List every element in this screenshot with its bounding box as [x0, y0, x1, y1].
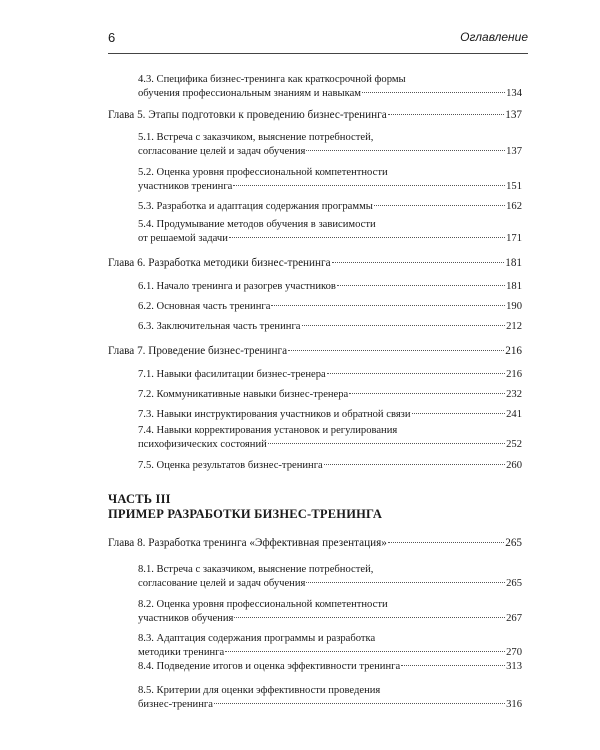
toc-page-number: 260 — [506, 460, 522, 471]
header-divider — [108, 53, 528, 54]
toc-entry-text: 7.2. Коммуникативные навыки бизнес-тренера — [138, 389, 349, 400]
toc-entry-text: 7.1. Навыки фасилитации бизнес-тренера — [138, 369, 326, 380]
running-title: Оглавление — [460, 30, 528, 44]
toc-section-entry — [138, 684, 522, 712]
toc-entry-text: 6.3. Заключительная часть тренинга — [138, 321, 301, 332]
toc-section-entry — [138, 73, 522, 101]
toc-entry-text: участников тренинга — [138, 181, 233, 192]
toc-entry-text: бизнес-тренинга — [138, 699, 213, 710]
toc-entry-text: Глава 8. Разработка тренинга «Эффективная презентация» — [108, 537, 387, 549]
dot-leader — [233, 185, 505, 186]
toc-section-entry — [138, 368, 522, 382]
toc-entry-text: 6.1. Начало тренинга и разогрев участников — [138, 281, 336, 292]
toc-entry-text: Глава 5. Этапы подготовки к проведению бизнес-тренинга — [108, 109, 387, 121]
toc-page-number: 267 — [506, 613, 522, 624]
toc-section-entry — [138, 131, 522, 159]
toc-page-number: 162 — [506, 201, 522, 212]
toc-entry-text: 5.4. Продумывание методов обучения в зависимости — [138, 219, 376, 230]
dot-leader — [306, 582, 505, 583]
toc-entry-text: методики тренинга — [138, 647, 225, 658]
dot-leader — [412, 413, 506, 414]
dot-leader — [214, 703, 505, 704]
dot-leader — [401, 665, 505, 666]
toc-section-entry — [138, 563, 522, 591]
toc-section-entry — [138, 424, 522, 452]
toc-entry-text: психофизических состояний — [138, 439, 267, 450]
toc-entry-text: Глава 6. Разработка методики бизнес-тренинга — [108, 257, 331, 269]
dot-leader — [288, 350, 504, 351]
dot-leader — [234, 617, 505, 618]
toc-page-number: 216 — [505, 345, 522, 357]
dot-leader — [324, 464, 505, 465]
toc-entry-text: 7.3. Навыки инструктирования участников и обратной связи — [138, 409, 411, 420]
dot-leader — [271, 305, 505, 306]
toc-section-entry — [138, 660, 522, 674]
toc-chapter-entry — [108, 256, 522, 270]
toc-entry-text: 5.2. Оценка уровня профессиональной компетентности — [138, 167, 388, 178]
toc-page-number: 151 — [506, 181, 522, 192]
toc-entry-text: 4.3. Специфика бизнес-тренинга как краткосрочной формы — [138, 74, 406, 85]
page-number: 6 — [108, 30, 116, 45]
toc-page-number: 137 — [506, 146, 522, 157]
toc-section-entry — [138, 320, 522, 334]
toc-page-number: 190 — [506, 301, 522, 312]
dot-leader — [306, 150, 505, 151]
toc-section-entry — [138, 200, 522, 214]
dot-leader — [388, 542, 504, 543]
dot-leader — [332, 262, 505, 263]
toc-entry-text: 7.5. Оценка результатов бизнес-тренинга — [138, 460, 323, 471]
dot-leader — [388, 114, 505, 115]
toc-page-number: 232 — [506, 389, 522, 400]
dot-leader — [362, 92, 505, 93]
toc-entry-text: 8.2. Оценка уровня профессиональной компетентности — [138, 599, 388, 610]
toc-section-entry — [138, 632, 522, 660]
toc-section-entry — [138, 459, 522, 473]
toc-chapter-entry — [108, 536, 522, 550]
toc-entry-text: 8.1. Встреча с заказчиком, выяснение потребностей, — [138, 564, 374, 575]
toc-section-entry — [138, 218, 522, 246]
toc-page-number: 181 — [506, 281, 522, 292]
toc-page-number: 313 — [506, 661, 522, 672]
dot-leader — [337, 285, 505, 286]
part-number: ЧАСТЬ III — [108, 492, 171, 506]
toc-entry-text: 7.4. Навыки корректирования установок и регулирования — [138, 425, 398, 436]
toc-section-entry — [138, 388, 522, 402]
toc-entry-text: Глава 7. Проведение бизнес-тренинга — [108, 345, 288, 357]
toc-entry-text: 5.3. Разработка и адаптация содержания программы — [138, 201, 373, 212]
toc-page-number: 265 — [505, 537, 522, 549]
toc-page-number: 171 — [506, 233, 522, 244]
toc-page-number: 270 — [506, 647, 522, 658]
toc-page-number: 212 — [506, 321, 522, 332]
dot-leader — [349, 393, 505, 394]
toc-page-number: 316 — [506, 699, 522, 710]
part-heading — [108, 492, 528, 522]
toc-entry-text: согласование целей и задач обучения — [138, 578, 306, 589]
toc-entry-text: 8.5. Критерии для оценки эффективности проведения — [138, 685, 381, 696]
toc-section-entry — [138, 166, 522, 194]
toc-chapter-entry — [108, 108, 522, 122]
running-header — [108, 30, 528, 50]
toc-page-number: 265 — [506, 578, 522, 589]
toc-entry-text: участников обучения — [138, 613, 234, 624]
toc-page-number: 137 — [505, 109, 522, 121]
dot-leader — [268, 443, 505, 444]
toc-chapter-entry — [108, 344, 522, 358]
toc-page-number: 181 — [505, 257, 522, 269]
toc-section-entry — [138, 408, 522, 422]
dot-leader — [374, 205, 505, 206]
toc-entry-text: 8.4. Подведение итогов и оценка эффективности тренинга — [138, 661, 401, 672]
toc-page-number: 134 — [506, 88, 522, 99]
part-title: ПРИМЕР РАЗРАБОТКИ БИЗНЕС-ТРЕНИНГА — [108, 507, 383, 521]
toc-section-entry — [138, 300, 522, 314]
dot-leader — [327, 373, 505, 374]
toc-entry-text: от решаемой задачи — [138, 233, 228, 244]
dot-leader — [302, 325, 506, 326]
toc-entry-text: 8.3. Адаптация содержания программы и разработка — [138, 633, 376, 644]
toc-section-entry — [138, 280, 522, 294]
toc-page-number: 252 — [506, 439, 522, 450]
dot-leader — [225, 651, 505, 652]
toc-section-entry — [138, 598, 522, 626]
dot-leader — [229, 237, 505, 238]
toc-entry-text: согласование целей и задач обучения — [138, 146, 306, 157]
toc-entry-text: 5.1. Встреча с заказчиком, выяснение потребностей, — [138, 132, 374, 143]
toc-entry-text: обучения профессиональным знаниям и навыкам — [138, 88, 361, 99]
toc-page-number: 216 — [506, 369, 522, 380]
toc-entry-text: 6.2. Основная часть тренинга — [138, 301, 271, 312]
toc-page-number: 241 — [506, 409, 522, 420]
